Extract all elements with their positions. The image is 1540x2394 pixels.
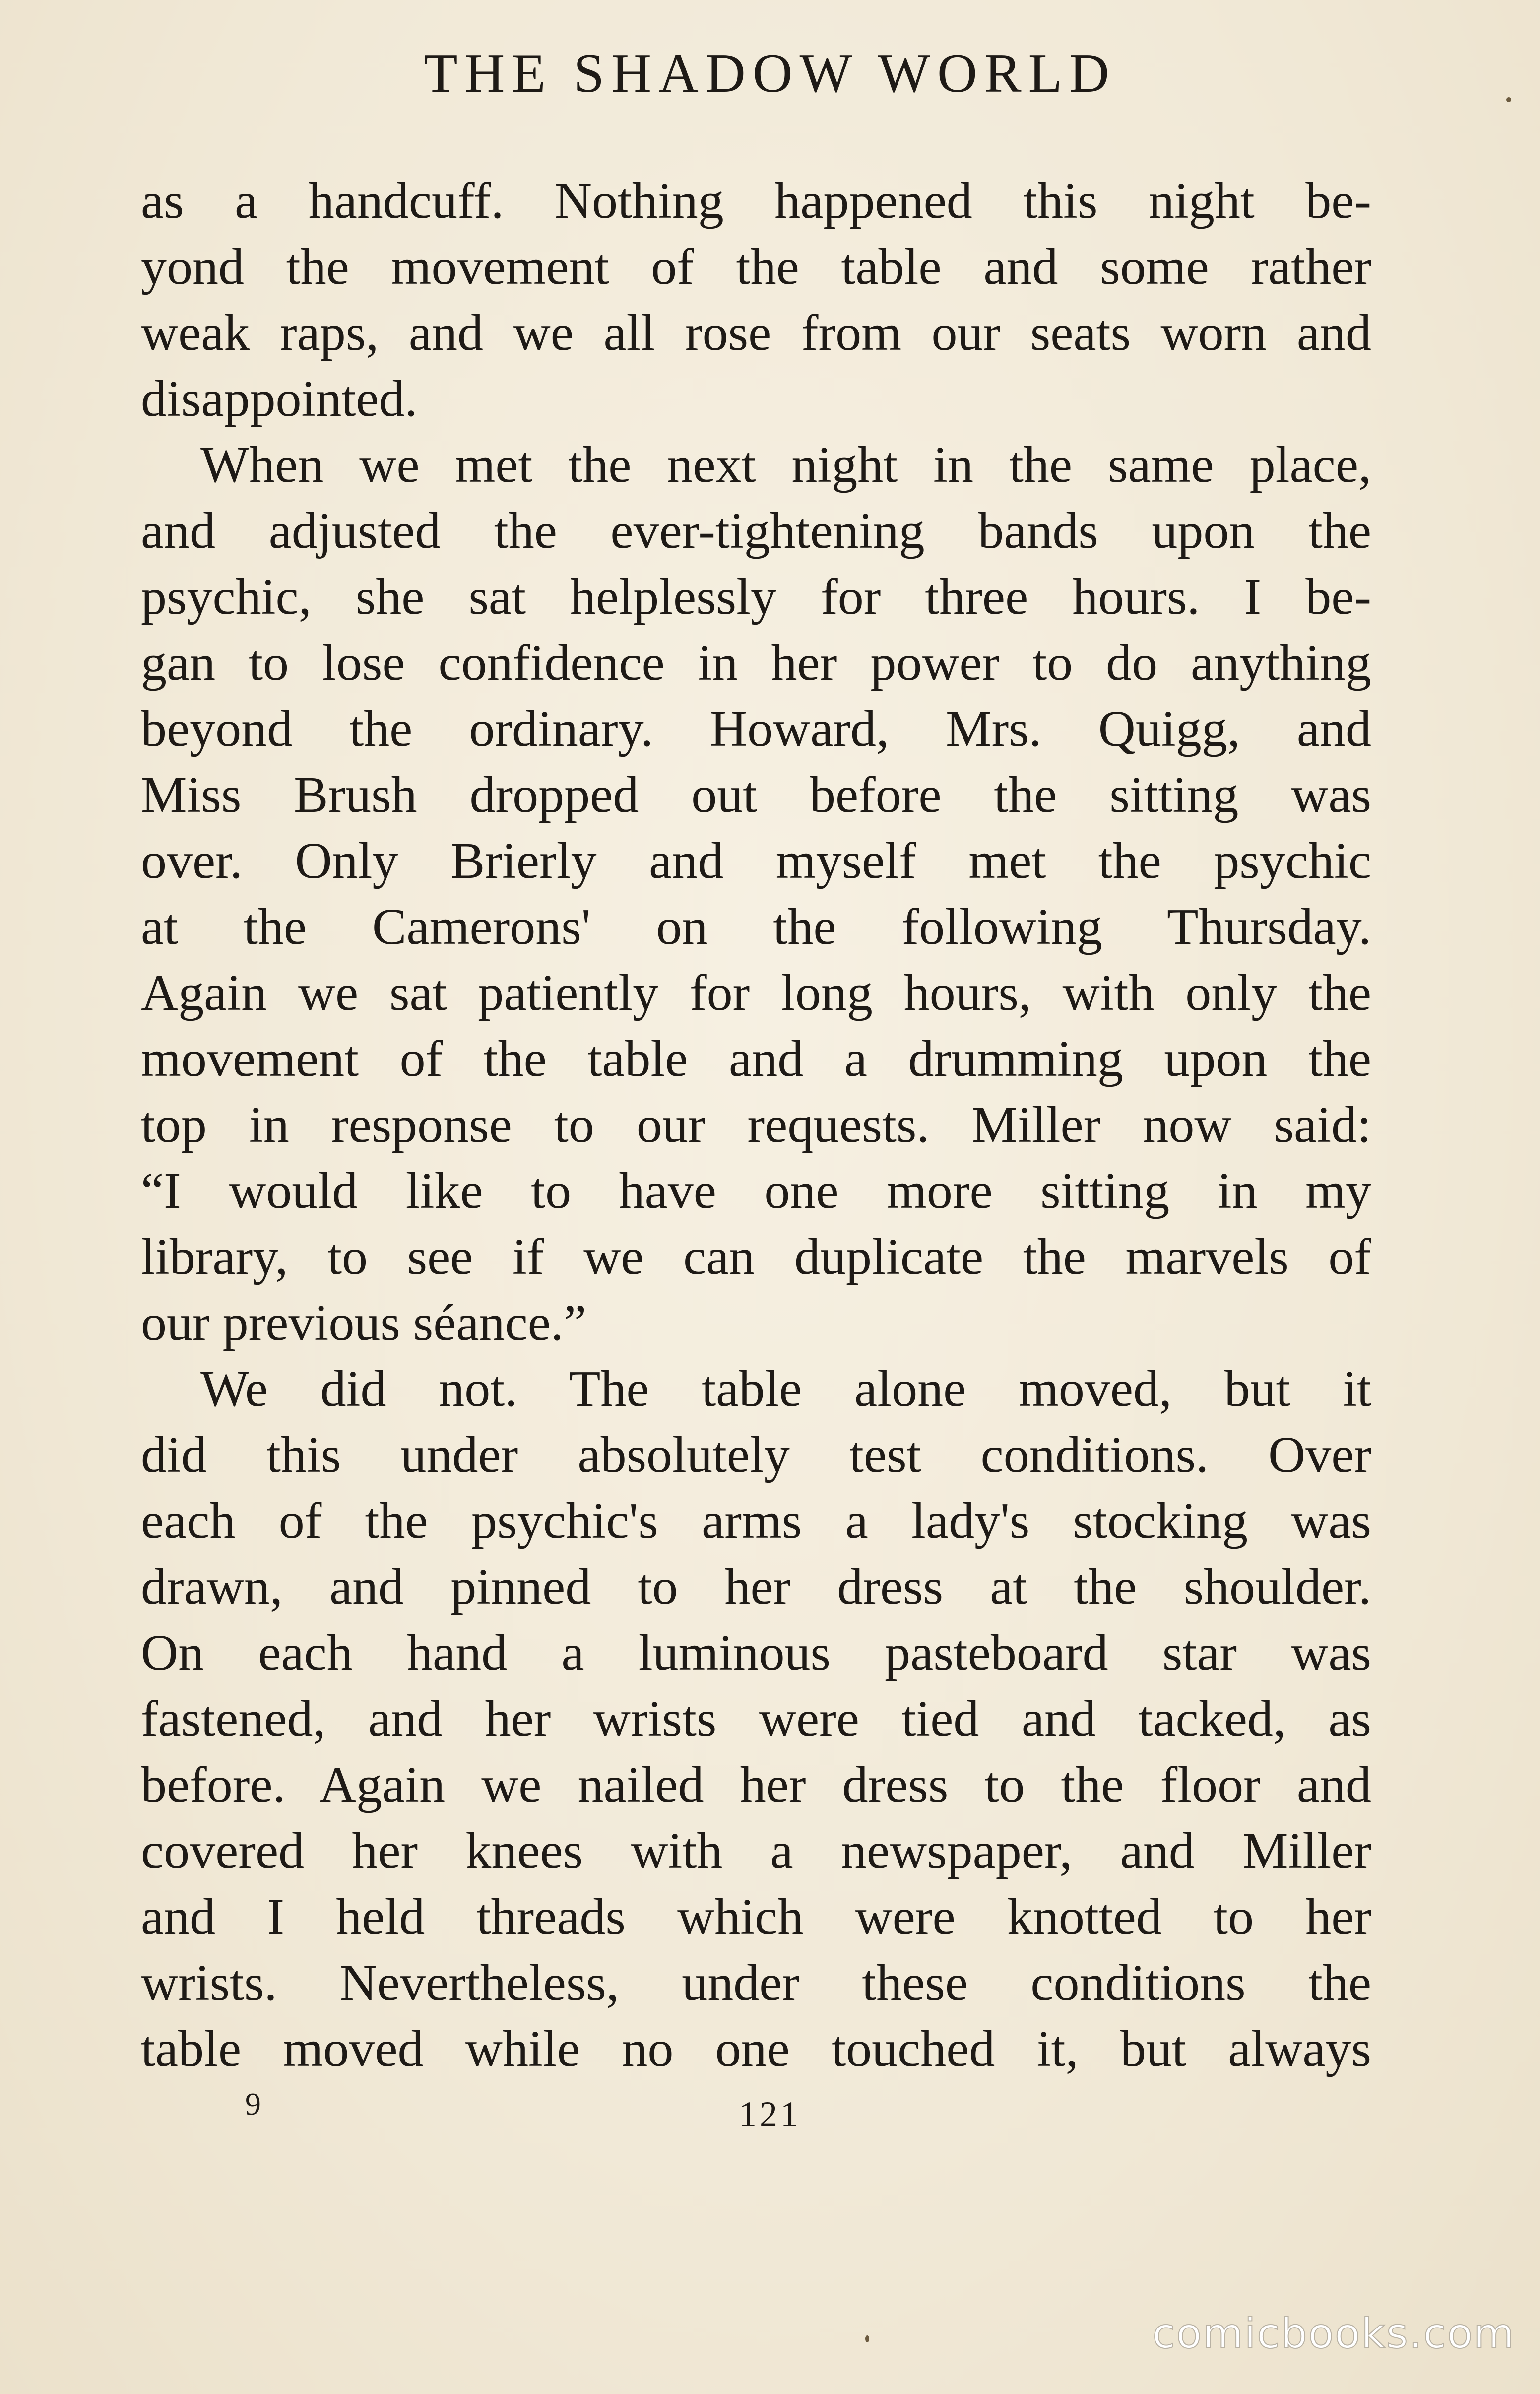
text-line: psychic, she sat helplessly for three hours. I be- [141,568,1371,625]
text-line: each of the psychic's arms a lady's stocking was [141,1492,1371,1549]
text-line: top in response to our requests. Miller now said: [141,1096,1371,1153]
text-line: On each hand a luminous pasteboard star was [141,1624,1371,1681]
text-line: library, to see if we can duplicate the marvels of [141,1228,1371,1285]
text-line: at the Camerons' on the following Thursday. [141,898,1371,955]
body-text [141,168,1371,2082]
text-line: fastened, and her wrists were tied and tacked, as [141,1690,1371,1747]
text-line: table moved while no one touched it, but always [141,2020,1371,2077]
text-line: drawn, and pinned to her dress at the shoulder. [141,1558,1371,1615]
paper-speck [1506,97,1511,102]
text-line: When we met the next night in the same place, [200,436,1371,493]
text-line: “I would like to have one more sitting in my [141,1162,1371,1219]
text-line: beyond the ordinary. Howard, Mrs. Quigg, and [141,700,1371,757]
text-line: over. Only Brierly and myself met the psychic [141,832,1371,889]
text-line: gan to lose confidence in her power to do anything [141,634,1371,691]
text-line: before. Again we nailed her dress to the floor and [141,1756,1371,1813]
text-line: and I held threads which were knotted to her [141,1888,1371,1945]
page-number: 121 [739,2094,801,2134]
text-line: did this under absolutely test conditions. Over [141,1426,1371,1483]
text-line: disappointed. [141,370,418,427]
text-line: weak raps, and we all rose from our seats worn and [141,304,1371,361]
watermark-logo: comicbooks.com [1152,2309,1515,2358]
text-line: Again we sat patiently for long hours, with only the [141,964,1371,1021]
text-line: covered her knees with a newspaper, and Miller [141,1822,1371,1879]
text-line: as a handcuff. Nothing happened this night be- [141,172,1371,229]
text-line: yond the movement of the table and some rather [141,238,1371,295]
text-line: movement of the table and a drumming upon the [141,1030,1371,1087]
text-line: Miss Brush dropped out before the sitting was [141,766,1371,823]
text-line: our previous séance.” [141,1294,587,1351]
paper-speck [865,2335,869,2342]
text-line: and adjusted the ever-tightening bands upon the [141,502,1371,559]
text-line: We did not. The table alone moved, but it [200,1360,1371,1417]
running-head: THE SHADOW WORLD [424,43,1116,104]
text-line: wrists. Nevertheless, under these conditions the [141,1954,1371,2011]
signature-mark: 9 [245,2086,261,2122]
